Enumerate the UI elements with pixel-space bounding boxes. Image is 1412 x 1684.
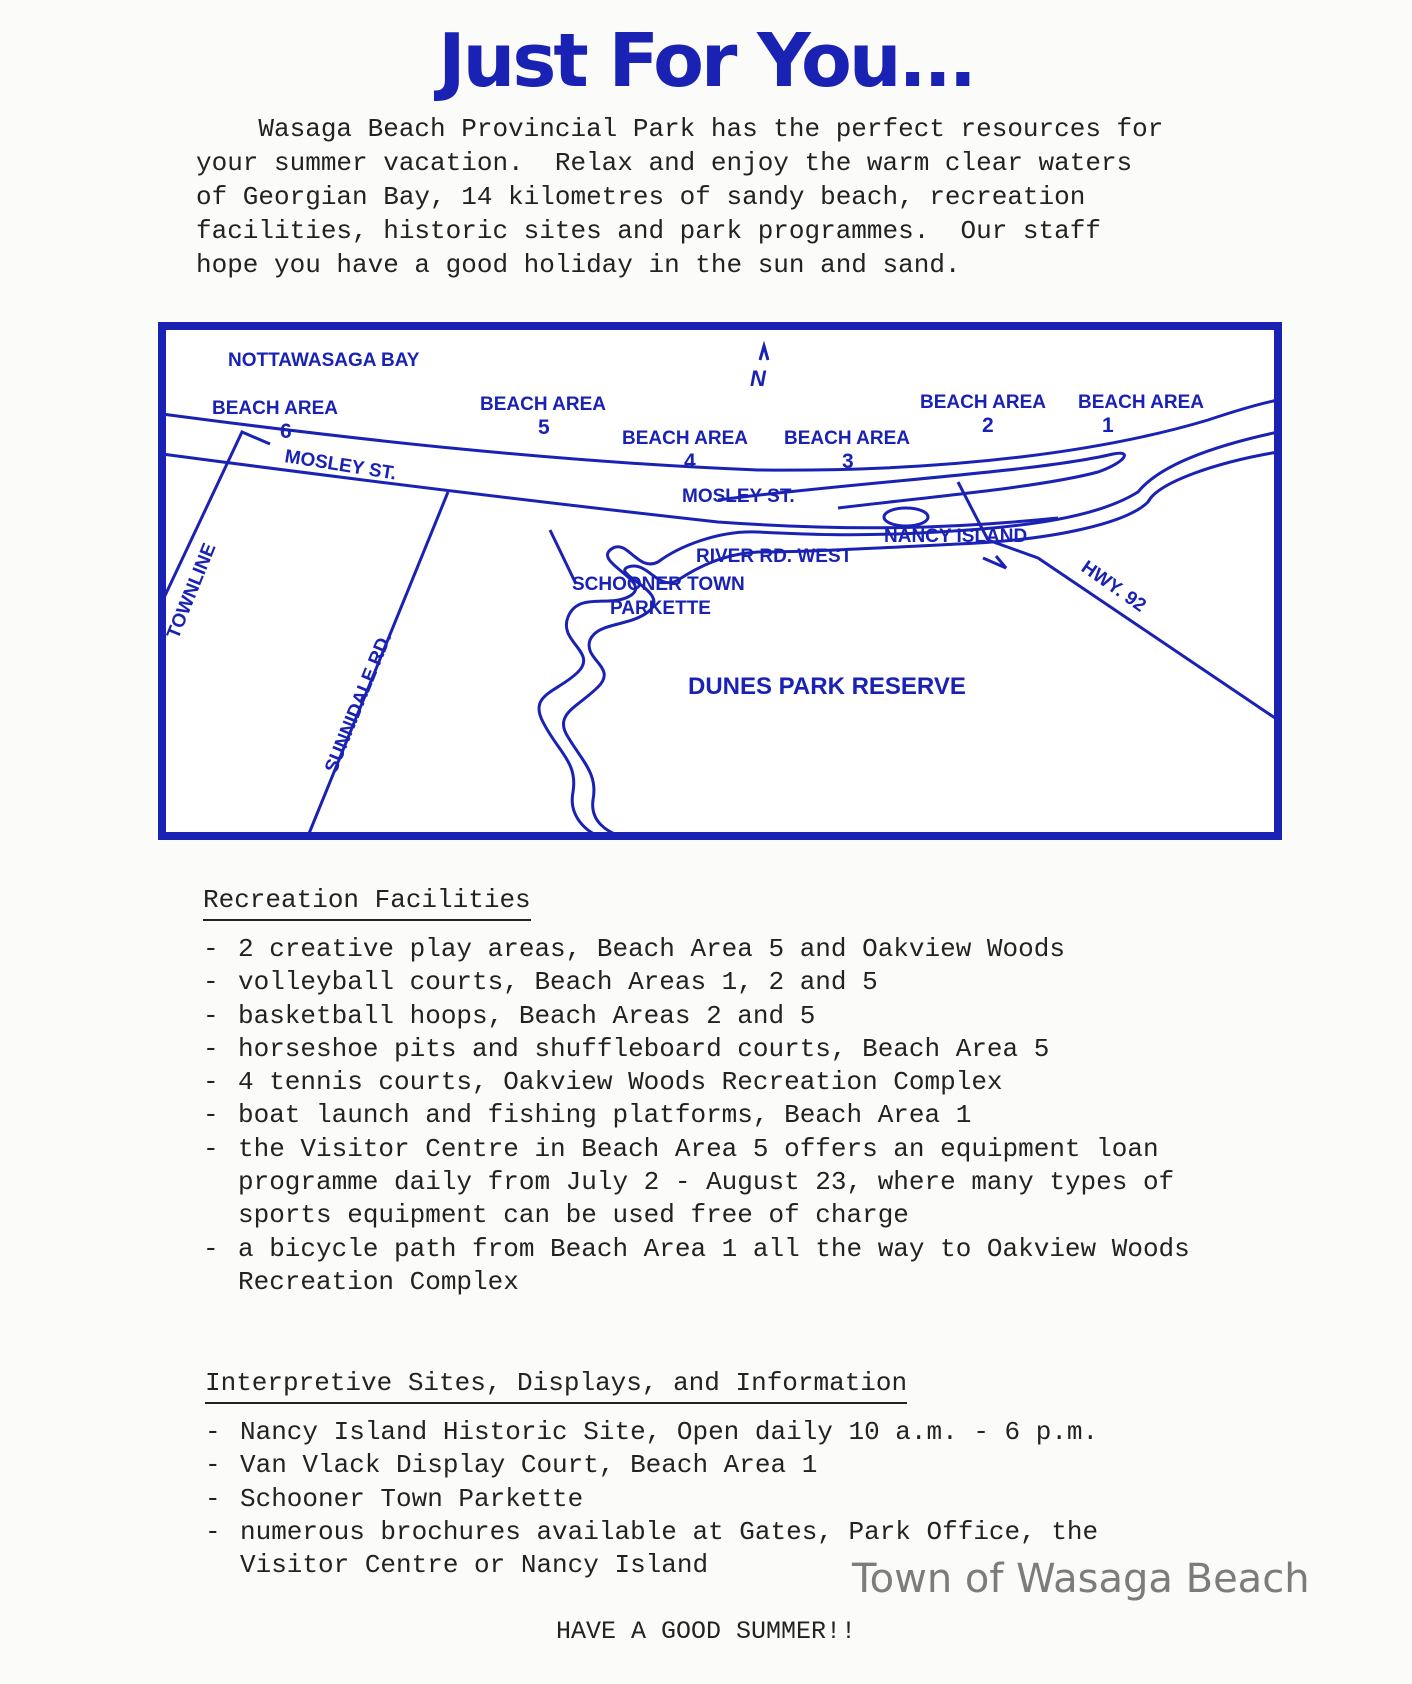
intro-line: facilities, historic sites and park programmes. Our staff <box>196 216 1101 246</box>
intro-line: your summer vacation. Relax and enjoy the warm clear waters <box>196 148 1133 178</box>
beach-area-2-number: 2 <box>982 414 994 437</box>
mosley-street-label: MOSLEY ST. <box>283 446 398 485</box>
beach-area-6-label: BEACH AREA <box>212 398 338 419</box>
bay-label: NOTTAWASAGA BAY <box>228 350 420 371</box>
list-item: - boat launch and fishing platforms, Beach Area 1 <box>203 1100 972 1131</box>
list-item: - numerous brochures available at Gates, Park Office, the Visitor Centre or Nancy Island <box>205 1516 1099 1581</box>
sunnidale-label: SUNNIDALE RD. <box>321 630 397 776</box>
beach-area-3-number: 3 <box>842 450 854 473</box>
parkette-label: PARKETTE <box>610 598 711 619</box>
townline-label: TOWNLINE <box>163 540 221 642</box>
beach-area-5-label: BEACH AREA <box>480 394 606 415</box>
beach-area-1-label: BEACH AREA <box>1078 392 1204 413</box>
list-item: - horseshoe pits and shuffleboard courts, Beach Area 5 <box>203 1033 1050 1064</box>
interpretive-heading: Interpretive Sites, Displays, and Information <box>205 1368 907 1404</box>
recreation-heading: Recreation Facilities <box>203 885 531 921</box>
closing-line: HAVE A GOOD SUMMER!! <box>555 1617 857 1646</box>
park-map <box>158 322 1282 840</box>
beach-area-2-label: BEACH AREA <box>920 392 1046 413</box>
intro-paragraph <box>196 112 1316 282</box>
list-item: - Nancy Island Historic Site, Open daily 10 a.m. - 6 p.m. <box>205 1417 1099 1447</box>
north-label: N <box>750 366 766 391</box>
page-title: Just For You... <box>438 18 974 104</box>
intro-line: Wasaga Beach Provincial Park has the perfect resources for <box>196 114 1164 144</box>
hwy-92-label: HWY. 92 <box>1077 556 1150 617</box>
nancy-island-label: NANCY ISLAND <box>884 526 1028 547</box>
river-road-label: RIVER RD. WEST <box>696 546 853 567</box>
intro-line: hope you have a good holiday in the sun and sand. <box>196 250 961 280</box>
watermark: Town of Wasaga Beach <box>852 1556 1310 1602</box>
list-item: - 2 creative play areas, Beach Area 5 and Oakview Woods <box>203 934 1065 964</box>
list-item: - 4 tennis courts, Oakview Woods Recreation Complex <box>203 1067 1003 1098</box>
dunes-park-reserve-label: DUNES PARK RESERVE <box>688 673 966 700</box>
beach-area-6-number: 6 <box>280 420 292 443</box>
beach-area-5-number: 5 <box>538 416 550 439</box>
recreation-list <box>203 933 1313 1299</box>
beach-area-4-label: BEACH AREA <box>622 428 748 449</box>
beach-area-3-label: BEACH AREA <box>784 428 910 449</box>
schooner-town-label: SCHOONER TOWN <box>572 574 745 595</box>
list-item: - basketball hoops, Beach Areas 2 and 5 <box>203 1000 816 1031</box>
list-item: - volleyball courts, Beach Areas 1, 2 and 5 <box>203 967 878 998</box>
mosley-street-label: MOSLEY ST. <box>682 486 795 507</box>
list-item: - a bicycle path from Beach Area 1 all the way to Oakview Woods Recreation Complex <box>203 1233 1190 1297</box>
beach-area-1-number: 1 <box>1102 414 1114 437</box>
list-item: - Schooner Town Parkette <box>205 1483 584 1514</box>
intro-line: of Georgian Bay, 14 kilometres of sandy beach, recreation <box>196 182 1086 212</box>
beach-area-4-number: 4 <box>684 450 696 473</box>
list-item: - Van Vlack Display Court, Beach Area 1 <box>205 1450 818 1481</box>
list-item: - the Visitor Centre in Beach Area 5 offers an equipment loan programme daily from July 2 - August 23, where many types of sports equipment can be used free of charge <box>203 1133 1175 1231</box>
